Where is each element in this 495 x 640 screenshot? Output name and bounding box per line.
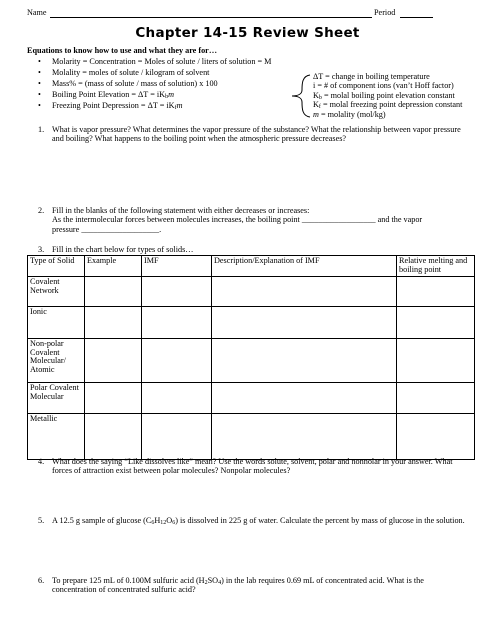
question-6: 6. To prepare 125 mL of 0.100M sulfuric acid $(H_2SO_4)$ in the lab requires 0.69 mL of concentrated acid. What is the concentration of concentrated sulfuric acid? (38, 576, 424, 595)
definition-kb: $K_b$ = molal boiling point elevation constant (313, 90, 455, 101)
header-type: Type of Solid (28, 256, 85, 277)
answer-cell[interactable] (142, 307, 212, 339)
answer-cell[interactable] (85, 307, 142, 339)
answer-cell[interactable] (142, 383, 212, 414)
answer-cell[interactable] (85, 277, 142, 307)
equation-item: • Molality = moles of solute / kilogram of solvent (38, 68, 210, 77)
period-label: Period (374, 8, 396, 17)
answer-cell[interactable] (397, 414, 475, 460)
answer-cell[interactable] (212, 307, 397, 339)
row-label: Covalent Network (28, 277, 85, 307)
name-blank[interactable] (50, 17, 372, 18)
definition-kf: $K_f$ = molal freezing point depression constant (313, 100, 463, 111)
row-label: Non-polar Covalent Molecular/ Atomic (28, 339, 85, 383)
row-label: Metallic (28, 414, 85, 460)
header-example: Example (85, 256, 142, 277)
header-imf: IMF (142, 256, 212, 277)
answer-cell[interactable] (212, 277, 397, 307)
table-row (28, 277, 475, 307)
row-label: Ionic (28, 307, 85, 339)
equations-heading: Equations to know how to use and what they are for… (27, 46, 218, 55)
answer-cell[interactable] (212, 383, 397, 414)
answer-cell[interactable] (142, 277, 212, 307)
question-4: 4. What does the saying “Like dissolves like” mean? Use the words solute, solvent, polar and nonnolar in your answer. What forces of attraction exist between polar molecules? Nonpolar molecules? (38, 457, 453, 476)
table-row (28, 383, 475, 414)
answer-cell[interactable] (142, 339, 212, 383)
answer-cell[interactable] (397, 383, 475, 414)
question-1: 1. What is vapor pressure? What determines the vapor pressure of the substance? What the relationship between vapor pressure and boiling? What happens to the boiling point when the atmospheric pressure decreases? (38, 125, 461, 144)
table-header-row (28, 256, 475, 277)
name-label: Name (27, 8, 47, 17)
answer-cell[interactable] (212, 414, 397, 460)
answer-cell[interactable] (85, 414, 142, 460)
definitions-list (313, 72, 462, 119)
answer-cell[interactable] (212, 339, 397, 383)
page-title: Chapter 14-15 Review Sheet (135, 25, 360, 41)
equation-item: • Boiling Point Elevation = $\Delta T = iK_bm$ (38, 90, 174, 100)
answer-cell[interactable] (85, 383, 142, 414)
definition-i: i = # of component ions (van’t Hoff factor) (313, 81, 454, 91)
header-relative-mp-bp: Relative melting and boiling point (397, 256, 475, 277)
answer-cell[interactable] (397, 339, 475, 383)
definition-m: m = molality (mol/kg) (313, 109, 386, 119)
equation-item: • Freezing Point Depression = $\Delta T = iK_fm$ (38, 101, 183, 111)
row-label: Polar Covalent Molecular (28, 383, 85, 414)
answer-cell[interactable] (397, 277, 475, 307)
brace-icon (290, 74, 312, 118)
solids-table (27, 255, 475, 460)
table-row (28, 339, 475, 383)
table-row (28, 307, 475, 339)
question-2: 2. Fill in the blanks of the following statement with either decreases or increases: As the intermolecular forces between molecules increases, the boiling point __________________ and the vapor pressure ___________________. (38, 206, 423, 234)
answer-cell[interactable] (85, 339, 142, 383)
period-blank[interactable] (400, 17, 433, 18)
equation-item: • Molarity = Concentration = Moles of solute / liters of solution = M (38, 57, 272, 66)
answer-cell[interactable] (142, 414, 212, 460)
question-5: 5. A 12.5 g sample of glucose $(C_6H_{12}O_6)$ is dissolved in 225 g of water. Calculate the percent by mass of glucose in the solution. (38, 516, 465, 526)
header-description: Description/Explanation of IMF (212, 256, 397, 277)
question-3: 3. Fill in the chart below for types of solids… (38, 245, 194, 254)
equation-item: • Mass% = (mass of solute / mass of solution) x 100 (38, 79, 218, 88)
table-row (28, 414, 475, 460)
answer-cell[interactable] (397, 307, 475, 339)
definition-delta-t: ΔT = change in boiling temperature (313, 72, 430, 81)
